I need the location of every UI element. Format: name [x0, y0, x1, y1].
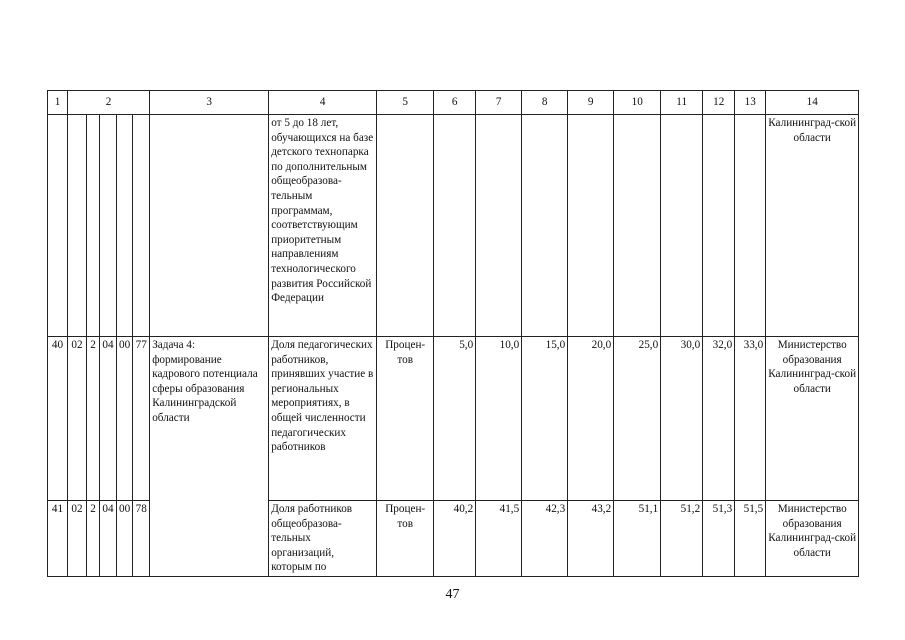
row-number: 41: [48, 501, 68, 577]
header-col-1: 1: [48, 91, 68, 115]
table-row: [48, 337, 859, 501]
code-cell: 2: [87, 337, 100, 501]
indicator-cell: Доля работников общеобразова-тельных организаций, которым по: [269, 501, 377, 577]
code-cell: 00: [117, 501, 133, 577]
code-cell: 78: [133, 501, 150, 577]
value-cell: [522, 115, 568, 337]
header-col-4: 4: [269, 91, 377, 115]
value-cell: 15,0: [522, 337, 568, 501]
value-cell: 32,0: [703, 337, 735, 501]
code-cell: 02: [68, 337, 87, 501]
value-cell: [735, 115, 766, 337]
code-cell: 2: [87, 501, 100, 577]
header-col-14: 14: [766, 91, 859, 115]
task-cell: [150, 115, 269, 337]
value-cell: [568, 115, 614, 337]
value-cell: 25,0: [614, 337, 661, 501]
responsible-cell: Министерство образования Калининград-ской области: [766, 337, 859, 501]
header-col-2: 2: [68, 91, 150, 115]
code-cell: [87, 115, 100, 337]
value-cell: 51,2: [661, 501, 703, 577]
value-cell: 20,0: [568, 337, 614, 501]
value-cell: [476, 115, 522, 337]
header-col-10: 10: [614, 91, 661, 115]
header-col-3: 3: [150, 91, 269, 115]
value-cell: 51,1: [614, 501, 661, 577]
value-cell: 51,5: [735, 501, 766, 577]
value-cell: 43,2: [568, 501, 614, 577]
value-cell: [703, 115, 735, 337]
header-col-11: 11: [661, 91, 703, 115]
header-col-13: 13: [735, 91, 766, 115]
code-cell: 00: [117, 337, 133, 501]
value-cell: [614, 115, 661, 337]
responsible-cell: Министерство образования Калининград-ской области: [766, 501, 859, 577]
code-cell: 04: [100, 337, 117, 501]
value-cell: 41,5: [476, 501, 522, 577]
header-col-7: 7: [476, 91, 522, 115]
value-cell: 40,2: [434, 501, 476, 577]
header-col-8: 8: [522, 91, 568, 115]
value-cell: 51,3: [703, 501, 735, 577]
code-cell: [100, 115, 117, 337]
task-cell: Задача 4: формирование кадрового потенциала сферы образования Калининградской области: [150, 337, 269, 577]
value-cell: [661, 115, 703, 337]
value-cell: 42,3: [522, 501, 568, 577]
value-cell: 10,0: [476, 337, 522, 501]
value-cell: [434, 115, 476, 337]
code-cell: [133, 115, 150, 337]
code-cell: [68, 115, 87, 337]
indicator-cell: Доля педагогических работников, принявших участие в региональных мероприятиях, в общей численности педагогических работников: [269, 337, 377, 501]
value-cell: 5,0: [434, 337, 476, 501]
row-number: [48, 115, 68, 337]
value-cell: 33,0: [735, 337, 766, 501]
code-cell: 04: [100, 501, 117, 577]
header-col-6: 6: [434, 91, 476, 115]
code-cell: 77: [133, 337, 150, 501]
table-row: [48, 115, 859, 337]
header-col-12: 12: [703, 91, 735, 115]
unit-cell: Процен-тов: [377, 501, 434, 577]
code-cell: [117, 115, 133, 337]
responsible-cell: Калининград-ской области: [766, 115, 859, 337]
header-row: [48, 91, 859, 115]
page-number: 47: [445, 587, 460, 602]
header-col-9: 9: [568, 91, 614, 115]
row-number: 40: [48, 337, 68, 501]
unit-cell: Процен-тов: [377, 337, 434, 501]
header-col-5: 5: [377, 91, 434, 115]
code-cell: 02: [68, 501, 87, 577]
value-cell: 30,0: [661, 337, 703, 501]
unit-cell: [377, 115, 434, 337]
program-indicators-table: [47, 90, 859, 577]
indicator-cell: от 5 до 18 лет, обучающихся на базе детского технопарка по дополнительным общеобразова-тельным программам, соответствующим приоритетным направлениям технологического развития Российской Федерации: [269, 115, 377, 337]
